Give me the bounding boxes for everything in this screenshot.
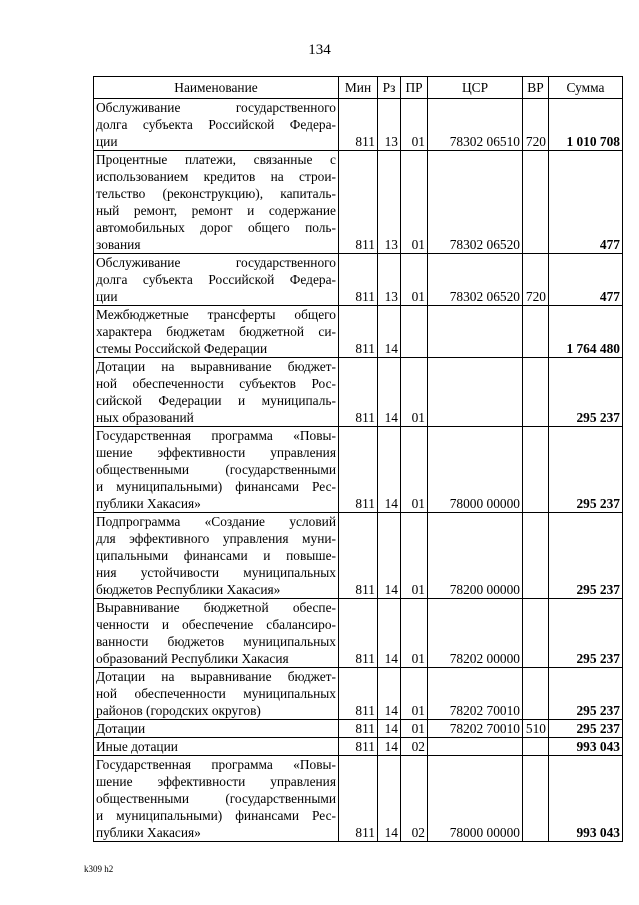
cell-min: 811 — [339, 513, 378, 599]
cell-sum: 993 043 — [549, 756, 623, 842]
table-row — [94, 599, 623, 668]
cell-sum: 295 237 — [549, 513, 623, 599]
cell-vr: 510 — [523, 720, 549, 738]
name-line: районов (городских округов) — [96, 703, 261, 718]
cell-rz: 14 — [378, 756, 401, 842]
cell-min: 811 — [339, 756, 378, 842]
header-min: Мин — [339, 77, 378, 99]
name-line: Иные дотации — [96, 739, 178, 754]
cell-vr — [523, 668, 549, 720]
name-line: Государственная программа «Повы- — [96, 757, 336, 772]
cell-vr: 720 — [523, 99, 549, 151]
table-body — [94, 99, 623, 842]
cell-pr: 01 — [401, 599, 428, 668]
cell-rz: 14 — [378, 738, 401, 756]
table-row — [94, 668, 623, 720]
table-row — [94, 513, 623, 599]
cell-rz: 13 — [378, 151, 401, 254]
name-line: для эффективного управления муни- — [96, 531, 336, 546]
cell-rz: 14 — [378, 668, 401, 720]
name-line: ципальными финансами и повыше- — [96, 548, 336, 563]
table-row — [94, 358, 623, 427]
name-line: зования — [96, 237, 141, 252]
row-name — [94, 720, 339, 738]
cell-vr: 720 — [523, 254, 549, 306]
row-name — [94, 306, 339, 358]
name-line: публики Хакасия» — [96, 825, 201, 840]
table-row — [94, 99, 623, 151]
cell-vr — [523, 151, 549, 254]
cell-pr: 01 — [401, 668, 428, 720]
name-line: ции — [96, 289, 118, 304]
cell-pr: 02 — [401, 738, 428, 756]
name-line: характера бюджетам бюджетной си- — [96, 324, 336, 339]
name-line: сийской Федерации и муниципаль- — [96, 393, 336, 408]
cell-pr: 01 — [401, 427, 428, 513]
cell-min: 811 — [339, 306, 378, 358]
cell-csr: 78000 00000 — [428, 756, 523, 842]
cell-vr — [523, 599, 549, 668]
cell-csr: 78202 00000 — [428, 599, 523, 668]
name-line: ных образований — [96, 410, 194, 425]
cell-csr: 78302 06520 — [428, 254, 523, 306]
name-line: автомобильных дорог общего поль- — [96, 220, 336, 235]
cell-csr — [428, 306, 523, 358]
cell-sum: 477 — [549, 151, 623, 254]
name-line: стемы Российской Федерации — [96, 341, 268, 356]
cell-sum: 295 237 — [549, 599, 623, 668]
cell-rz: 13 — [378, 254, 401, 306]
cell-sum: 1 764 480 — [549, 306, 623, 358]
cell-rz: 14 — [378, 306, 401, 358]
budget-table — [93, 76, 623, 842]
name-line: Дотации на выравнивание бюджет- — [96, 669, 336, 684]
name-line: Дотации на выравнивание бюджет- — [96, 359, 336, 374]
row-name — [94, 513, 339, 599]
cell-sum: 295 237 — [549, 668, 623, 720]
cell-csr: 78302 06520 — [428, 151, 523, 254]
header-name: Наименование — [94, 77, 339, 99]
name-line: и муниципальными) финансами Рес- — [96, 808, 336, 823]
header-pr: ПР — [401, 77, 428, 99]
name-line: ченности и обеспечение сбалансиро- — [96, 617, 336, 632]
cell-csr: 78200 00000 — [428, 513, 523, 599]
cell-pr: 01 — [401, 720, 428, 738]
header-vr: ВР — [523, 77, 549, 99]
name-line: Межбюджетные трансферты общего — [96, 307, 336, 322]
name-line: бюджетов Республики Хакасия» — [96, 582, 281, 597]
table-row — [94, 756, 623, 842]
row-name — [94, 599, 339, 668]
name-line: долга субъекта Российской Федера- — [96, 117, 336, 132]
name-line: и муниципальными) финансами Рес- — [96, 479, 336, 494]
cell-vr — [523, 513, 549, 599]
name-line: Обслуживание государственного — [96, 100, 336, 115]
cell-sum: 477 — [549, 254, 623, 306]
cell-rz: 14 — [378, 720, 401, 738]
cell-vr — [523, 427, 549, 513]
cell-pr: 01 — [401, 358, 428, 427]
row-name — [94, 668, 339, 720]
header-csr: ЦСР — [428, 77, 523, 99]
cell-min: 811 — [339, 720, 378, 738]
name-line: общественными (государственными — [96, 462, 336, 477]
table-row — [94, 720, 623, 738]
cell-pr: 01 — [401, 151, 428, 254]
name-line: Обслуживание государственного — [96, 255, 336, 270]
cell-csr: 78202 70010 — [428, 720, 523, 738]
cell-pr — [401, 306, 428, 358]
cell-min: 811 — [339, 427, 378, 513]
row-name — [94, 756, 339, 842]
table-header-row — [94, 77, 623, 99]
table-row — [94, 738, 623, 756]
name-line: шение эффективности управления — [96, 774, 336, 789]
name-line: долга субъекта Российской Федера- — [96, 272, 336, 287]
name-line: ванности бюджетов муниципальных — [96, 634, 336, 649]
cell-sum: 295 237 — [549, 720, 623, 738]
cell-min: 811 — [339, 738, 378, 756]
row-name — [94, 151, 339, 254]
name-line: общественными (государственными — [96, 791, 336, 806]
table-row — [94, 427, 623, 513]
row-name — [94, 427, 339, 513]
name-line: шение эффективности управления — [96, 445, 336, 460]
cell-rz: 14 — [378, 427, 401, 513]
cell-sum: 1 010 708 — [549, 99, 623, 151]
name-line: ной обеспеченности муниципальных — [96, 686, 336, 701]
cell-vr — [523, 306, 549, 358]
row-name — [94, 254, 339, 306]
cell-sum: 295 237 — [549, 427, 623, 513]
cell-min: 811 — [339, 668, 378, 720]
name-line: Процентные платежи, связанные с — [96, 152, 336, 167]
table-row — [94, 254, 623, 306]
cell-csr: 78000 00000 — [428, 427, 523, 513]
name-line: использованием кредитов на строи- — [96, 169, 336, 184]
cell-rz: 14 — [378, 599, 401, 668]
cell-rz: 14 — [378, 358, 401, 427]
cell-csr: 78302 06510 — [428, 99, 523, 151]
cell-sum: 993 043 — [549, 738, 623, 756]
cell-pr: 02 — [401, 756, 428, 842]
footer-code: k309 h2 — [84, 864, 114, 874]
name-line: ции — [96, 134, 118, 149]
cell-vr — [523, 756, 549, 842]
name-line: Подпрограмма «Создание условий — [96, 514, 336, 529]
row-name — [94, 99, 339, 151]
name-line: публики Хакасия» — [96, 496, 201, 511]
cell-sum: 295 237 — [549, 358, 623, 427]
cell-csr — [428, 358, 523, 427]
header-rz: Рз — [378, 77, 401, 99]
header-sum: Сумма — [549, 77, 623, 99]
name-line: образований Республики Хакасия — [96, 651, 289, 666]
cell-min: 811 — [339, 599, 378, 668]
name-line: Выравнивание бюджетной обеспе- — [96, 600, 336, 615]
cell-min: 811 — [339, 99, 378, 151]
name-line: тельство (реконструкцию), капиталь- — [96, 186, 336, 201]
page-number: 134 — [308, 42, 331, 58]
row-name — [94, 358, 339, 427]
cell-csr — [428, 738, 523, 756]
cell-pr: 01 — [401, 254, 428, 306]
name-line: Дотации — [96, 721, 146, 736]
cell-vr — [523, 738, 549, 756]
cell-vr — [523, 358, 549, 427]
name-line: Государственная программа «Повы- — [96, 428, 336, 443]
name-line: ной обеспеченности субъектов Рос- — [96, 376, 336, 391]
name-line: ный ремонт, ремонт и содержание — [96, 203, 336, 218]
cell-pr: 01 — [401, 513, 428, 599]
cell-rz: 13 — [378, 99, 401, 151]
cell-csr: 78202 70010 — [428, 668, 523, 720]
cell-min: 811 — [339, 151, 378, 254]
table-row — [94, 151, 623, 254]
row-name — [94, 738, 339, 756]
cell-min: 811 — [339, 358, 378, 427]
cell-pr: 01 — [401, 99, 428, 151]
table-row — [94, 306, 623, 358]
cell-min: 811 — [339, 254, 378, 306]
name-line: ния устойчивости муниципальных — [96, 565, 336, 580]
cell-rz: 14 — [378, 513, 401, 599]
